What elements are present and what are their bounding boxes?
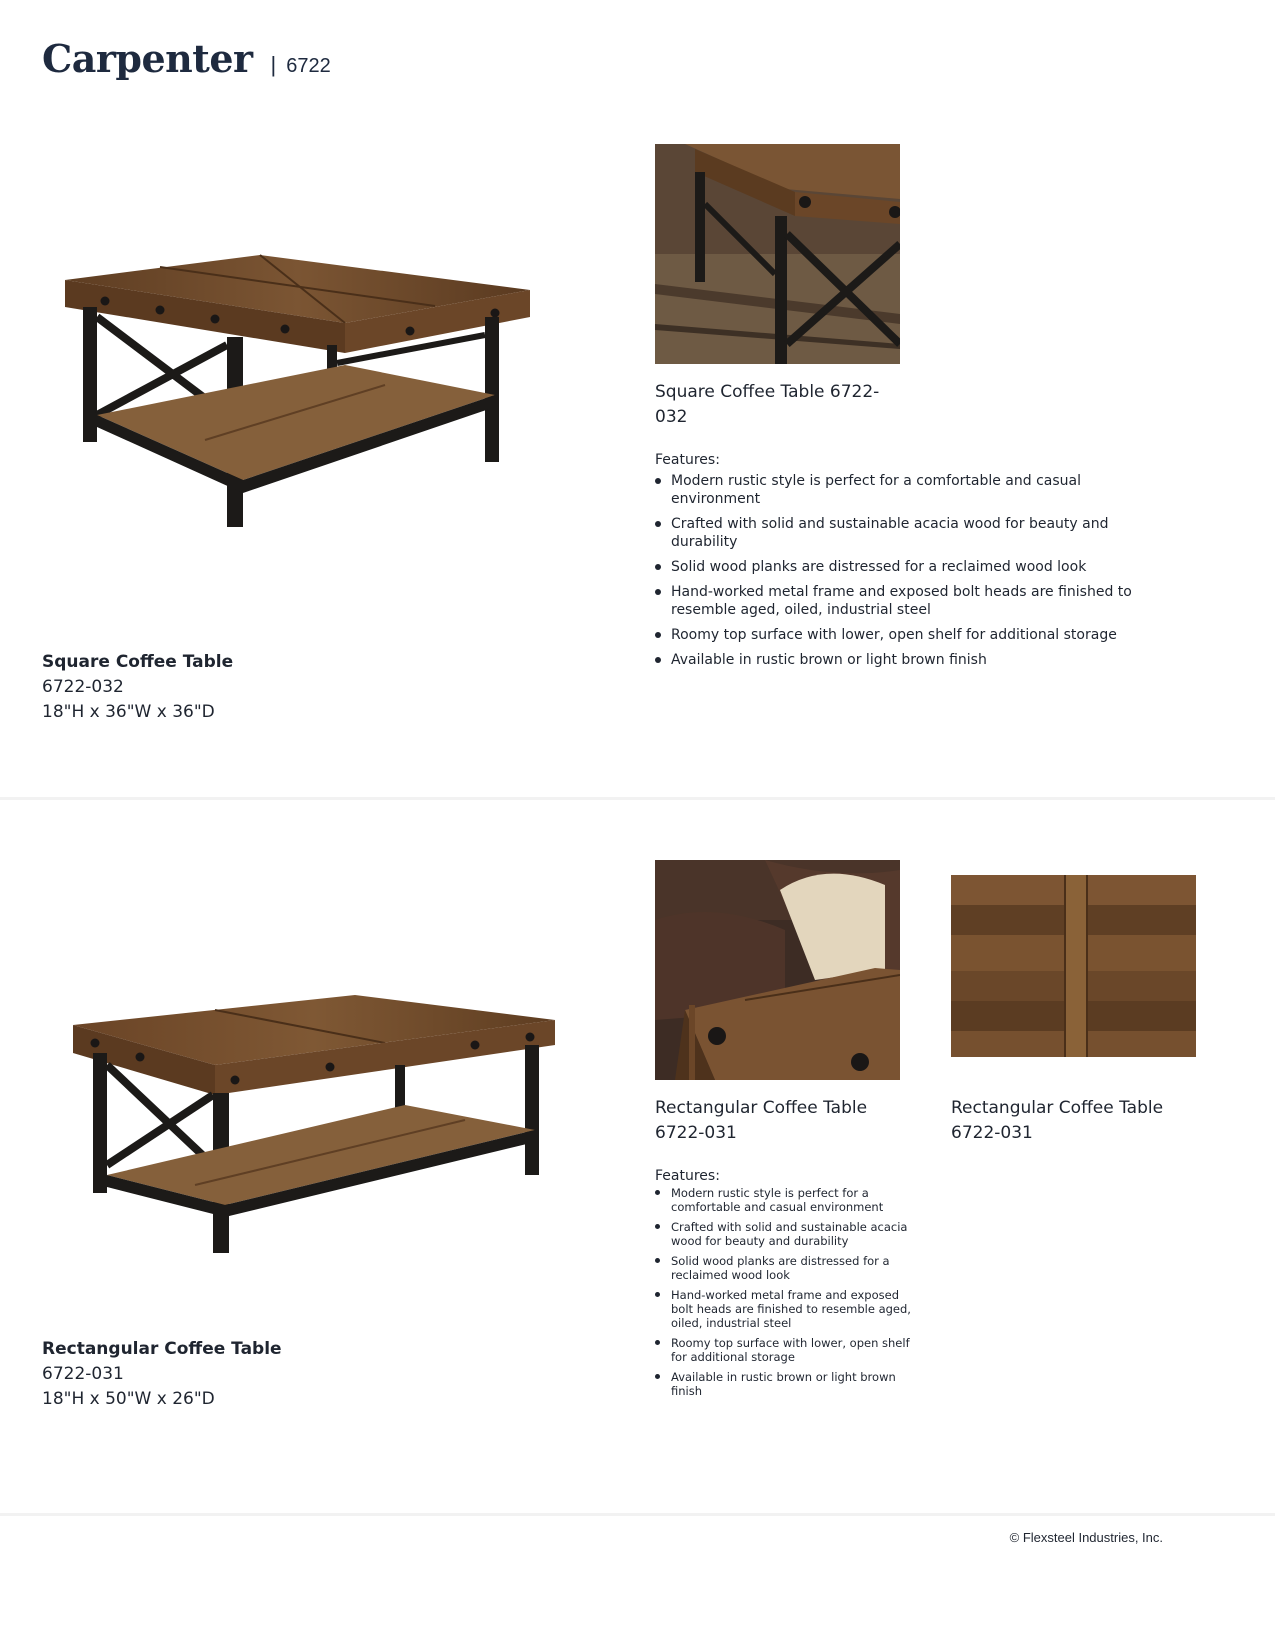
brand-header	[42, 36, 331, 81]
product-name: Rectangular Coffee Table	[42, 1339, 282, 1359]
feature-item: Hand-worked metal frame and exposed bolt heads are finished to resemble aged, oiled, industrial steel	[653, 1288, 915, 1330]
square-table-image	[55, 245, 545, 535]
section-divider	[0, 797, 1275, 800]
product-dimensions: 18"H x 50"W x 26"D	[42, 1389, 215, 1409]
feature-item: Solid wood planks are distressed for a reclaimed wood look	[653, 1254, 915, 1282]
rect-top-photo	[951, 875, 1196, 1057]
features-title: Features:	[655, 1168, 720, 1184]
feature-item: Hand-worked metal frame and exposed bolt heads are finished to resemble aged, oiled, industrial steel	[653, 583, 1173, 619]
feature-item: Roomy top surface with lower, open shelf for additional storage	[653, 1336, 915, 1364]
product-sku: 6722-032	[42, 677, 124, 697]
brand-name: Carpenter	[42, 36, 253, 81]
rect-features-list	[653, 1186, 915, 1404]
rect-photo-caption	[655, 1096, 867, 1146]
rect-top-photo-caption	[951, 1096, 1163, 1146]
brand-separator: |	[270, 52, 277, 77]
copyright-footer: © Flexsteel Industries, Inc.	[1009, 1530, 1163, 1545]
product-dimensions: 18"H x 36"W x 36"D	[42, 702, 215, 722]
photo-caption-line: Rectangular Coffee Table	[655, 1098, 868, 1118]
section-divider	[0, 1513, 1275, 1516]
square-detail-photo	[655, 144, 900, 364]
feature-item: Modern rustic style is perfect for a comfortable and casual environment	[653, 1186, 915, 1214]
feature-item: Roomy top surface with lower, open shelf for additional storage	[653, 626, 1173, 644]
photo-caption-line: Rectangular Coffee Table	[951, 1098, 1164, 1118]
photo-caption-line: 6722-031	[655, 1123, 737, 1143]
product-name: Square Coffee Table	[42, 652, 234, 672]
square-features-list	[653, 472, 1173, 676]
photo-caption-line: Square Coffee Table 6722-	[655, 382, 880, 402]
square-photo-caption	[655, 380, 879, 430]
rect-caption	[42, 1337, 282, 1412]
rect-table-image	[65, 985, 565, 1265]
feature-item: Modern rustic style is perfect for a comfortable and casual environment	[653, 472, 1173, 508]
feature-item: Available in rustic brown or light brown finish	[653, 651, 1173, 669]
feature-item: Crafted with solid and sustainable acacia wood for beauty and durability	[653, 1220, 915, 1248]
photo-caption-line: 032	[655, 407, 688, 427]
photo-caption-line: 6722-031	[951, 1123, 1033, 1143]
square-caption	[42, 650, 233, 725]
collection-number: 6722	[286, 55, 331, 77]
rect-detail-photo	[655, 860, 900, 1080]
product-sku: 6722-031	[42, 1364, 124, 1384]
feature-item: Available in rustic brown or light brown finish	[653, 1370, 915, 1398]
feature-item: Crafted with solid and sustainable acacia wood for beauty and durability	[653, 515, 1173, 551]
features-title: Features:	[655, 452, 720, 468]
feature-item: Solid wood planks are distressed for a reclaimed wood look	[653, 558, 1173, 576]
